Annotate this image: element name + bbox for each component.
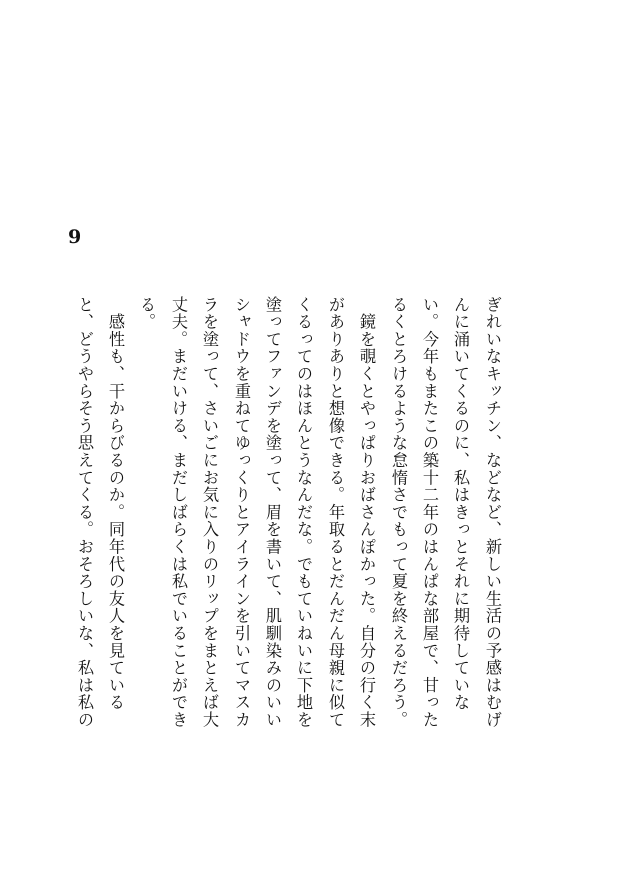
text-column-3: い。今年もまたこの築十二年のはんぱな部屋で、甘った <box>420 296 439 729</box>
text-column-6: がありありと想像できる。年取るとだんだん母親に似て <box>326 296 345 729</box>
text-column-12: る。 <box>137 296 156 331</box>
text-column-1: ぎれいなキッチン、などなど、新しい生活の予感はむげ <box>483 296 502 729</box>
text-column-13: 感性も、干からびるのか。同年代の友人を見ている <box>106 296 125 712</box>
text-column-10: ラを塗って、さいごにお気に入りのリップをまとえば大 <box>200 296 219 729</box>
page-number: 9 <box>68 226 82 248</box>
text-column-11: 丈夫。まだいける、まだしばらくは私でいることができ <box>169 296 188 729</box>
text-column-5: 鏡を覗くとやっぱりおばさんぽかった。自分の行く末 <box>357 296 376 729</box>
text-column-7: くるってのはほんとうなんだな。でもていねいに下地を <box>294 296 313 729</box>
text-column-9: シャドウを重ねてゆっくりとアイラインを引いてマスカ <box>232 296 251 729</box>
text-column-8: 塗ってファンデを塗って、眉を書いて、肌馴染みのいい <box>263 296 282 729</box>
text-column-2: んに涌いてくるのに、私はきっとそれに期待していな <box>451 296 470 712</box>
text-column-4: るくとろけるような怠惰さでもって夏を終えるだろう。 <box>389 296 408 729</box>
text-column-14: と、どうやらそう思えてくる。おそろしいな、私は私の <box>75 296 94 729</box>
